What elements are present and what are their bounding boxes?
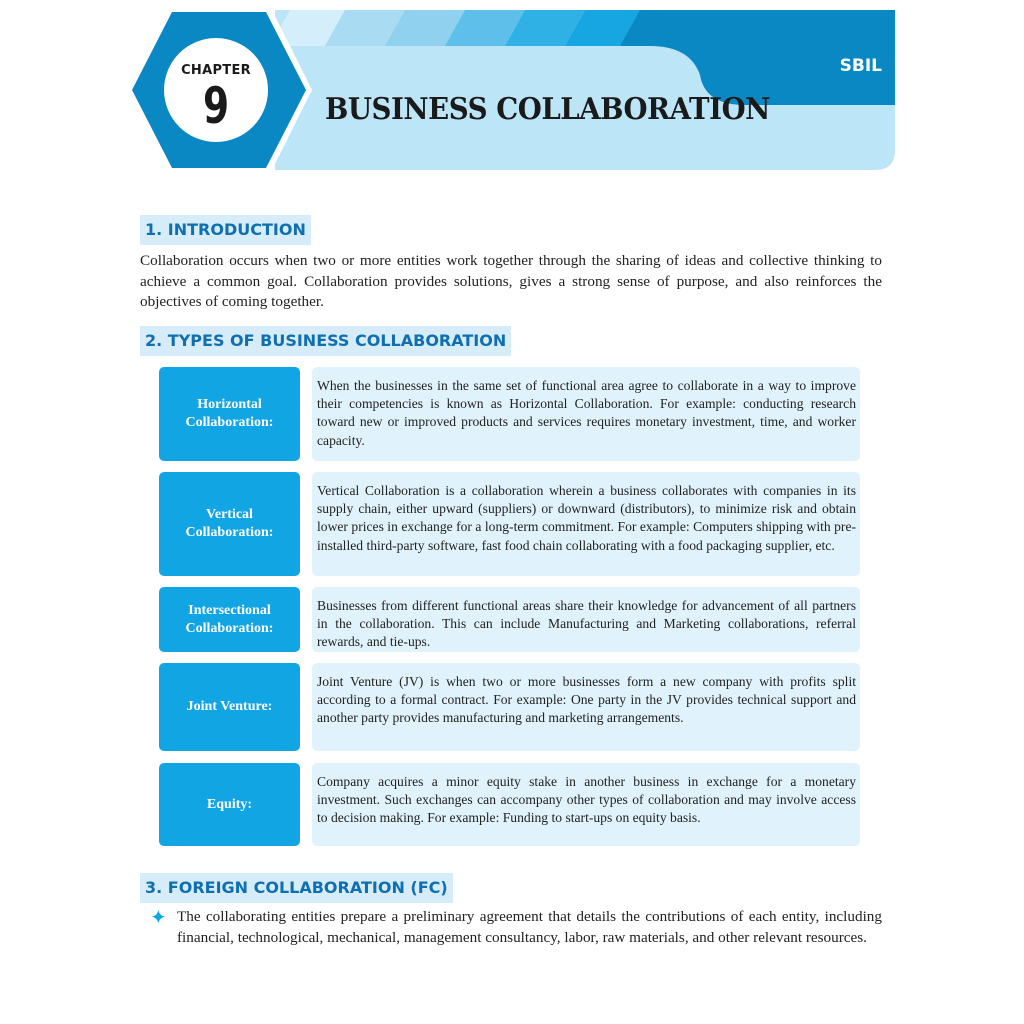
section-heading-introduction: 1. INTRODUCTION — [140, 215, 311, 245]
type-desc-equity: Company acquires a minor equity stake in another business in exchange for a monetary investment. Such exchanges can accompany other types of collaboration and may involve access to decision making. For example: Funding to start-ups on equity basis. — [312, 763, 860, 846]
type-label-vertical: Vertical Collaboration: — [159, 472, 300, 576]
type-desc-intersectional: Businesses from different functional areas share their knowledge for advancement of all partners in the collaboration. This can include Manufacturing and Marketing collaborations, referral rewards, and tie-ups. — [312, 587, 860, 652]
type-label-joint-venture: Joint Venture: — [159, 663, 300, 751]
chapter-label: CHAPTER — [181, 63, 251, 78]
brand-label: SBIL — [839, 56, 882, 76]
type-desc-joint-venture: Joint Venture (JV) is when two or more businesses form a new company with profits split according to a formal contract. For example: One party in the JV provides technical support and another party provides manufacturing and marketing arrangements. — [312, 663, 860, 751]
section-heading-foreign: 3. FOREIGN COLLABORATION (FC) — [140, 873, 453, 903]
star-bullet-icon: ✦ — [150, 905, 167, 929]
page-title: BUSINESS COLLABORATION — [325, 92, 770, 127]
type-label-horizontal: Horizontal Collaboration: — [159, 367, 300, 461]
chapter-number: 9 — [202, 77, 230, 135]
type-desc-horizontal: When the businesses in the same set of functional area agree to collaborate in a way to improve their competencies is known as Horizontal Collaboration. For example: conducting research toward new or improved products and services requires monetary investment, time, and worker capacity. — [312, 367, 860, 461]
type-label-equity: Equity: — [159, 763, 300, 846]
header-banner — [0, 0, 1024, 180]
type-label-intersectional: Intersectional Collaboration: — [159, 587, 300, 652]
type-desc-vertical: Vertical Collaboration is a collaboration wherein a business collaborates with companies in its supply chain, either upward (suppliers) or downward (distributors), to minimize risk and obtain lower prices in exchange for a long-term commitment. For example: Computers shipping with pre-installed third-party software, fast food chain collaborating with a food packaging supplier, etc. — [312, 472, 860, 576]
section-heading-types: 2. TYPES OF BUSINESS COLLABORATION — [140, 326, 511, 356]
introduction-text: Collaboration occurs when two or more entities work together through the sharing of ideas and collective thinking to achieve a common goal. Collaboration provides solutions, gives a strong sense of purpose, and also reinforces the objectives of coming together. — [140, 252, 882, 310]
foreign-bullet-text: The collaborating entities prepare a preliminary agreement that details the contributions of each entity, including financial, technological, mechanical, management consultancy, labor, raw materials, and other relevant resources. — [177, 908, 882, 946]
